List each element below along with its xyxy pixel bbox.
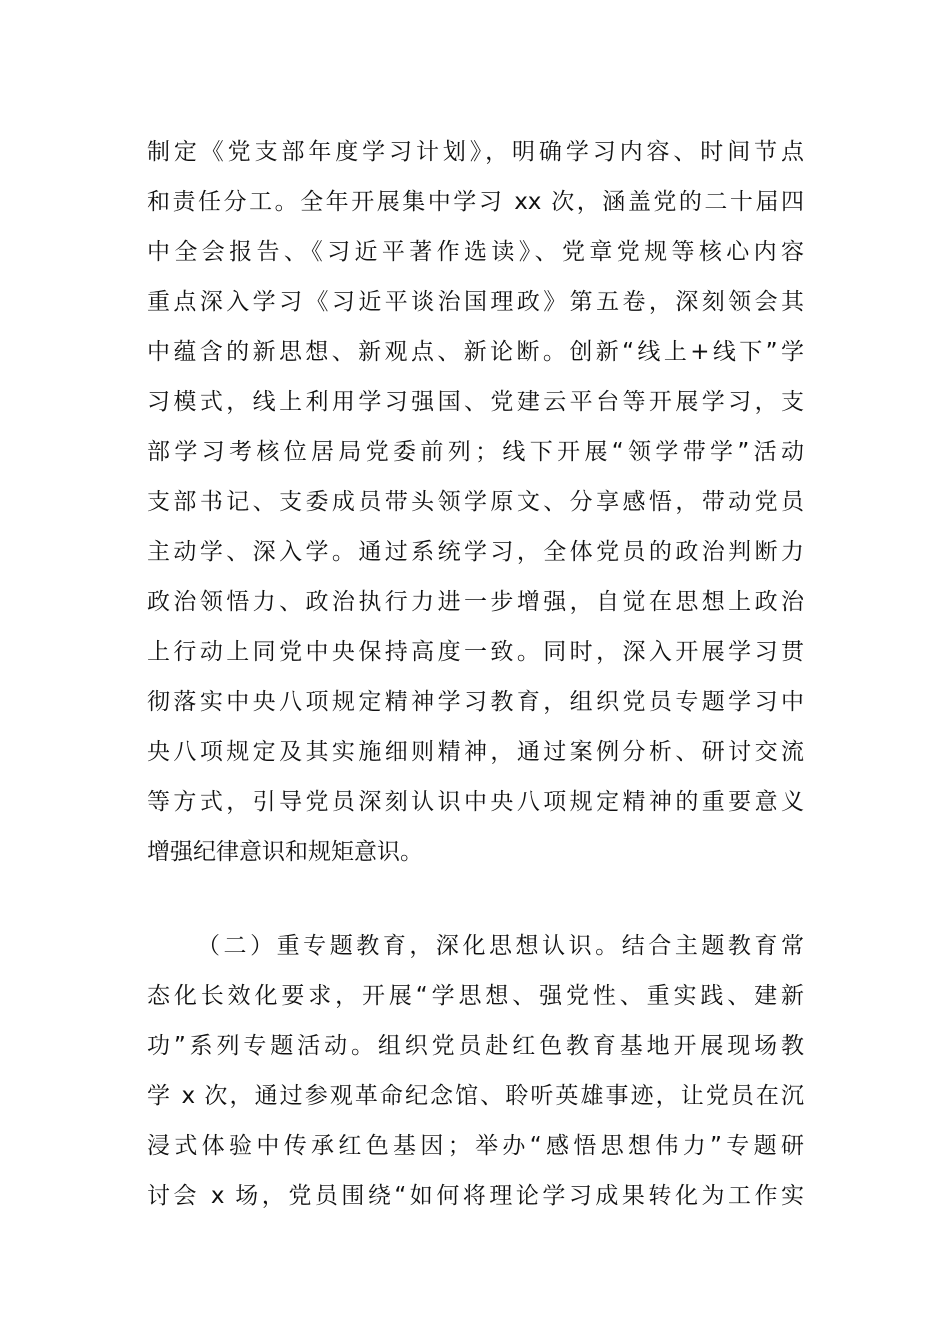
text-line: 态化长效化要求，开展“学思想、强党性、重实践、建新 xyxy=(147,983,804,1009)
text-line: 彻落实中央八项规定精神学习教育，组织党员专题学习中 xyxy=(147,689,804,715)
text-line: 政治领悟力、政治执行力进一步增强，自觉在思想上政治 xyxy=(147,589,804,615)
text-line: 制定《党支部年度学习计划》，明确学习内容、时间节点 xyxy=(147,139,804,165)
text-line: 增强纪律意识和规矩意识。 xyxy=(147,839,423,865)
text-line: 重点深入学习《习近平谈治国理政》第五卷，深刻领会其 xyxy=(147,289,804,315)
text-line: 主动学、深入学。通过系统学习，全体党员的政治判断力 xyxy=(147,539,804,565)
text-line: 上行动上同党中央保持高度一致。同时，深入开展学习贯 xyxy=(147,639,804,665)
text-line: 和责任分工。全年开展集中学习 xx 次，涵盖党的二十届四 xyxy=(147,189,804,215)
text-line: 功”系列专题活动。组织党员赴红色教育基地开展现场教 xyxy=(147,1033,804,1059)
paragraph-thematic-education xyxy=(147,921,804,1221)
section-heading-line: （二）重专题教育，深化思想认识。结合主题教育常 xyxy=(197,933,804,959)
text-line: 中蕴含的新思想、新观点、新论断。创新“线上+线下”学 xyxy=(147,339,804,365)
text-line: 支部书记、支委成员带头领学原文、分享感悟，带动党员 xyxy=(147,489,804,515)
text-line: 等方式，引导党员深刻认识中央八项规定精神的重要意义 xyxy=(147,789,804,815)
text-line: 习模式，线上利用学习强国、党建云平台等开展学习，支 xyxy=(147,389,804,415)
paragraph-study-plan xyxy=(147,127,804,877)
text-line: 央八项规定及其实施细则精神，通过案例分析、研讨交流 xyxy=(147,739,804,765)
text-line: 中全会报告、《习近平著作选读》、党章党规等核心内容 xyxy=(147,239,804,265)
text-line: 讨会 x 场，党员围绕“如何将理论学习成果转化为工作实 xyxy=(147,1183,804,1209)
text-line: 学 x 次，通过参观革命纪念馆、聆听英雄事迹，让党员在沉 xyxy=(147,1083,804,1109)
text-line: 部学习考核位居局党委前列；线下开展“领学带学”活动 xyxy=(147,439,804,465)
text-line: 浸式体验中传承红色基因；举办“感悟思想伟力”专题研 xyxy=(147,1133,804,1159)
document-page xyxy=(147,127,804,1221)
